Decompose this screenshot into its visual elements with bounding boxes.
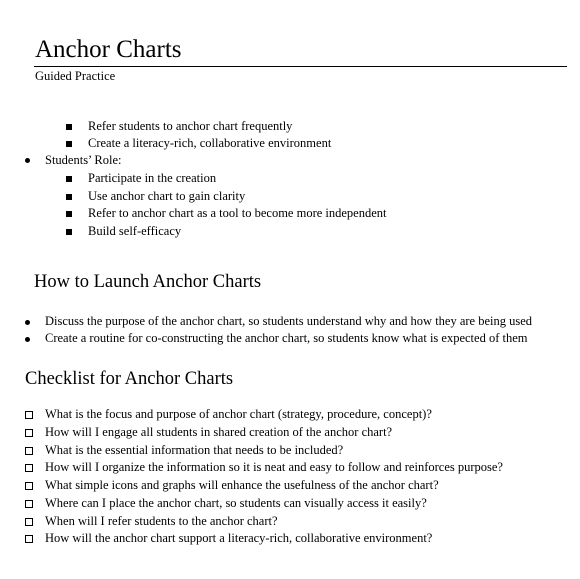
checklist-item: When will I refer students to the anchor chart?	[45, 514, 278, 528]
page-title: Anchor Charts	[35, 36, 182, 63]
checkbox-icon	[25, 447, 33, 455]
page-subtitle: Guided Practice	[35, 69, 116, 83]
title-underline	[34, 66, 567, 67]
checklist-item: What is the essential information that needs to be included?	[45, 443, 344, 457]
checkbox-icon	[25, 482, 33, 490]
checklist-item: How will I engage all students in shared creation of the anchor chart?	[45, 425, 393, 439]
round-bullet-icon	[25, 337, 30, 342]
checkbox-icon	[25, 464, 33, 472]
list-item: Discuss the purpose of the anchor chart, so students understand why and how they are being used	[45, 314, 533, 328]
checklist-heading: Checklist for Anchor Charts	[25, 369, 234, 389]
checkbox-icon	[25, 535, 33, 543]
round-bullet-icon	[25, 320, 30, 325]
list-item: Refer to anchor chart as a tool to become more independent	[88, 206, 387, 220]
square-bullet-icon	[66, 141, 72, 147]
launch-heading: How to Launch Anchor Charts	[34, 272, 262, 292]
checkbox-icon	[25, 429, 33, 437]
checklist-item: What is the focus and purpose of anchor chart (strategy, procedure, concept)?	[45, 407, 432, 421]
square-bullet-icon	[66, 211, 72, 217]
checklist-item: Where can I place the anchor chart, so students can visually access it easily?	[45, 496, 427, 510]
square-bullet-icon	[66, 194, 72, 200]
list-item: Use anchor chart to gain clarity	[88, 189, 246, 203]
list-item: Participate in the creation	[88, 171, 217, 185]
checkbox-icon	[25, 411, 33, 419]
students-role-label: Students’ Role:	[45, 153, 122, 167]
list-item: Create a literacy-rich, collaborative environment	[88, 136, 332, 150]
list-item: Build self-efficacy	[88, 224, 182, 238]
round-bullet-icon	[25, 158, 30, 163]
checkbox-icon	[25, 500, 33, 508]
checklist-item: How will I organize the information so it is neat and easy to follow and reinforces purpose?	[45, 460, 503, 474]
checklist-item: How will the anchor chart support a literacy-rich, collaborative environment?	[45, 531, 433, 545]
checkbox-icon	[25, 518, 33, 526]
square-bullet-icon	[66, 124, 72, 130]
checklist-item: What simple icons and graphs will enhance the usefulness of the anchor chart?	[45, 478, 439, 492]
list-item: Refer students to anchor chart frequently	[88, 119, 293, 133]
square-bullet-icon	[66, 229, 72, 235]
square-bullet-icon	[66, 176, 72, 182]
list-item: Create a routine for co-constructing the anchor chart, so students know what is expected of them	[45, 331, 528, 345]
